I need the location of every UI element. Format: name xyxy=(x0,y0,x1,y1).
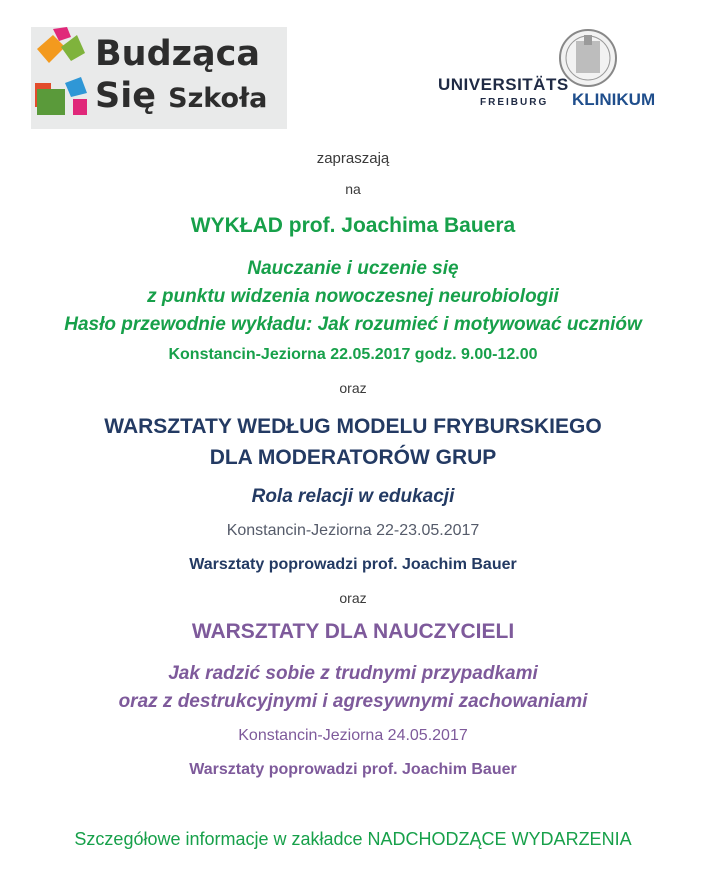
invite-line-2: na xyxy=(345,181,361,197)
logo-freiburg: FREIBURG xyxy=(480,97,549,108)
workshop2-title: WARSZTATY DLA NAUCZYCIELI xyxy=(191,620,515,643)
budzaca-sie-szkola-logo xyxy=(31,27,287,129)
logo-word-sie: Się xyxy=(95,76,156,116)
workshop2-lead: Warsztaty poprowadzi prof. Joachim Bauer xyxy=(189,761,517,778)
lecture-subtitle-3: Hasło przewodnie wykładu: Jak rozumieć i motywować uczniów xyxy=(64,314,642,335)
workshop2-subtitle-2: oraz z destrukcyjnymi i agresywnymi zachowaniami xyxy=(118,691,588,712)
lecture-subtitle-2: z punktu widzenia nowoczesnej neurobiologii xyxy=(147,286,559,307)
lecture-title: WYKŁAD prof. Joachima Bauera xyxy=(190,214,516,237)
universitatsklinikum-freiburg-logo xyxy=(426,27,668,112)
workshop2-place: Konstancin-Jeziorna 24.05.2017 xyxy=(238,727,468,744)
separator-oraz-1: oraz xyxy=(339,380,367,396)
separator-oraz-2: oraz xyxy=(339,590,367,606)
workshop1-subtitle: Rola relacji w edukacji xyxy=(251,486,455,507)
workshop1-place: Konstancin-Jeziorna 22-23.05.2017 xyxy=(226,522,480,539)
workshop2-subtitle-1: Jak radzić sobie z trudnymi przypadkami xyxy=(168,663,538,684)
workshop1-lead: Warsztaty poprowadzi prof. Joachim Bauer xyxy=(189,556,517,573)
workshop1-title-line-2: DLA MODERATORÓW GRUP xyxy=(209,446,497,469)
lecture-subtitle xyxy=(0,255,706,339)
logo-klinikum: KLINIKUM xyxy=(572,90,656,109)
logo-line-2 xyxy=(95,76,268,116)
workshop1-title xyxy=(0,411,706,473)
lecture-datetime: Konstancin-Jeziorna 22.05.2017 godz. 9.00-12.00 xyxy=(168,346,538,363)
invite-line-1: zapraszają xyxy=(316,150,390,167)
footer-info: Szczegółowe informacje w zakładce NADCHODZĄCE WYDARZENIA xyxy=(74,829,632,849)
lecture-subtitle-1: Nauczanie i uczenie się xyxy=(247,258,459,279)
workshop2-subtitle xyxy=(0,660,706,716)
logo-universitats: UNIVERSITÄTS xyxy=(438,75,569,94)
workshop1-title-line-1: WARSZTATY WEDŁUG MODELU FRYBURSKIEGO xyxy=(104,415,602,438)
logo-line-1: Budząca xyxy=(95,34,261,74)
logo-word-szkola: Szkoła xyxy=(168,83,268,114)
